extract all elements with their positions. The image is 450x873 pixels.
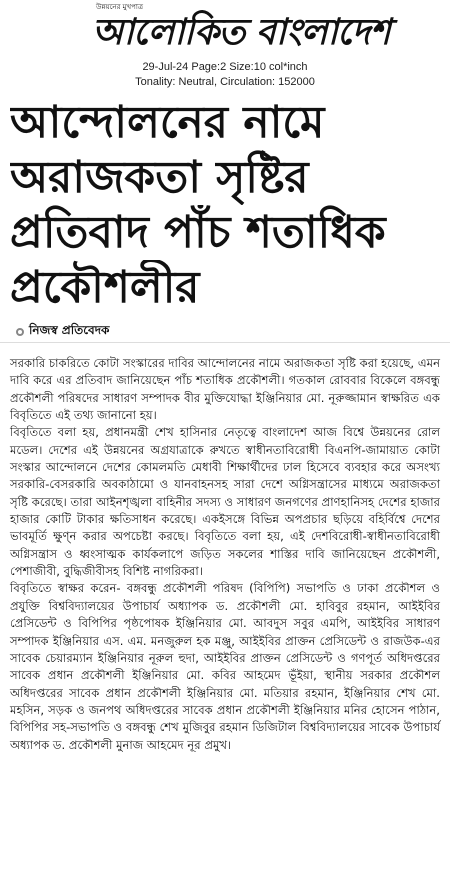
headline-line: আন্দোলনের নামে	[10, 97, 325, 148]
masthead	[0, 0, 450, 60]
headline-line: প্রতিবাদ পাঁচ শতাধিক	[10, 207, 386, 258]
byline	[16, 322, 109, 342]
article-paragraph: সরকারি চাকরিতে কোটা সংস্কারের দাবির আন্দোলনের নামে অরাজকতা সৃষ্টি করা হয়েছে, এমন দাবি করে এর প্রতিবাদ জানিয়েছেন পাঁচ শতাধিক প্রকৌশলী। গতকাল রোববার বিকেলে বঙ্গবন্ধু প্রকৌশলী পরিষদের সাধারণ সম্পাদক বীর মুক্তিযোদ্ধা ইঞ্জিনিয়ার মো. নূরুজ্জামান স্বাক্ষরিত এক বিবৃতিতে এই তথ্য জানানো হয়।	[10, 356, 440, 423]
bullet-icon	[16, 328, 24, 336]
article-paragraph: বিবৃতিতে বলা হয়, প্রধানমন্ত্রী শেখ হাসিনার নেতৃত্বে বাংলাদেশ আজ বিশ্বে উন্নয়নের রোল মডেল। দেশের এই উন্নয়নের অগ্রযাত্রাকে রুখতে স্বাধীনতাবিরোধী বিএনপি-জামায়াত কোটা সংস্কার আন্দোলনে দেশের কোমলমতি মেধাবী শিক্ষার্থীদের ঢাল হিসেবে ব্যবহার করে অসংখ্য সরকারি-বেসরকারি অবকাঠামো ও যানবাহনসহ সারা দেশে অগ্নিসন্ত্রাসের মাধ্যমে অরাজকতা সৃষ্টি করেছে। তারা আইনশৃঙ্খলা বাহিনীর সদস্য ও সাধারণ জনগণের প্রাণহানিসহ দেশের হাজার হাজার কোটি টাকার ক্ষতিসাধন করেছে। একইসঙ্গে বিভিন্ন অপপ্রচার ছড়িয়ে বহির্বিশ্বে দেশের ভাবমূর্তি ক্ষুণ্ন করার অপচেষ্টা করছে। বিবৃতিতে বলা হয়, এই দেশবিরোধী-স্বাধীনতাবিরোধী অগ্নিসন্ত্রাস ও ধ্বংসাত্মক কার্যকলাপে জড়িত সকলের শাস্তির দাবি জানিয়েছেন প্রকৌশলী, পেশাজীবী, বুদ্ধিজীবীসহ বিশিষ্ট নাগরিকরা।	[10, 425, 440, 579]
masthead-tagline: উন্নয়নের মুখপাত্র	[96, 3, 144, 11]
article-body	[10, 355, 440, 754]
headline-line: প্রকৌশলীর	[10, 262, 200, 313]
headline	[10, 95, 440, 315]
newspaper-logo: আলোকিত বাংলাদেশ	[92, 11, 390, 53]
byline-divider	[0, 342, 450, 343]
clipping-date-info: 29-Jul-24 Page:2 Size:10 col*inch	[142, 61, 308, 73]
headline-line: অরাজকতা সৃষ্টির	[10, 152, 309, 203]
article-paragraph: বিবৃতিতে স্বাক্ষর করেন- বঙ্গবন্ধু প্রকৌশলী পরিষদ (বিপিপি) সভাপতি ও ঢাকা প্রকৌশল ও প্রযুক্তি বিশ্ববিদ্যালয়ের উপাচার্য অধ্যাপক ড. প্রকৌশলী মো. হাবিবুর রহমান, আইইবির প্রেসিডেন্ট ও বিপিপির পৃষ্ঠপোষক ইঞ্জিনিয়ার মো. আবদুস সবুর এমপি, আইইবির সাধারণ সম্পাদক ইঞ্জিনিয়ার এস. এম. মনজুরুল হক মঞ্জু, আইইবির প্রাক্তন প্রেসিডেন্ট ও রাজউক-এর সাবেক চেয়ারম্যান ইঞ্জিনিয়ার নূরুল হুদা, আইইবির প্রাক্তন প্রেসিডেন্ট ও গণপূর্ত অধিদপ্তরের সাবেক প্রধান প্রকৌশলী ইঞ্জিনিয়ার মো. কবির আহমেদ ভূঁইয়া, স্থানীয় সরকার প্রকৌশল অধিদপ্তরের সাবেক প্রধান প্রকৌশলী ইঞ্জিনিয়ার মো. মতিয়ার রহমান, ইঞ্জিনিয়ার শেখ মো. মহসিন, সড়ক ও জনপথ অধিদপ্তরের সাবেক প্রধান প্রকৌশলী ইঞ্জিনিয়ার মনির হোসেন পাঠান, বিপিপির সহ-সভাপতি ও বঙ্গবন্ধু শেখ মুজিবুর রহমান ডিজিটাল বিশ্ববিদ্যালয়ের সাবেক উপাচার্য অধ্যাপক ড. প্রকৌশলী মুনাজ আহমেদ নূর প্রমুখ।	[10, 581, 440, 752]
byline-text: নিজস্ব প্রতিবেদক	[29, 323, 110, 337]
clipping-tonality-info: Tonality: Neutral, Circulation: 152000	[135, 76, 315, 88]
